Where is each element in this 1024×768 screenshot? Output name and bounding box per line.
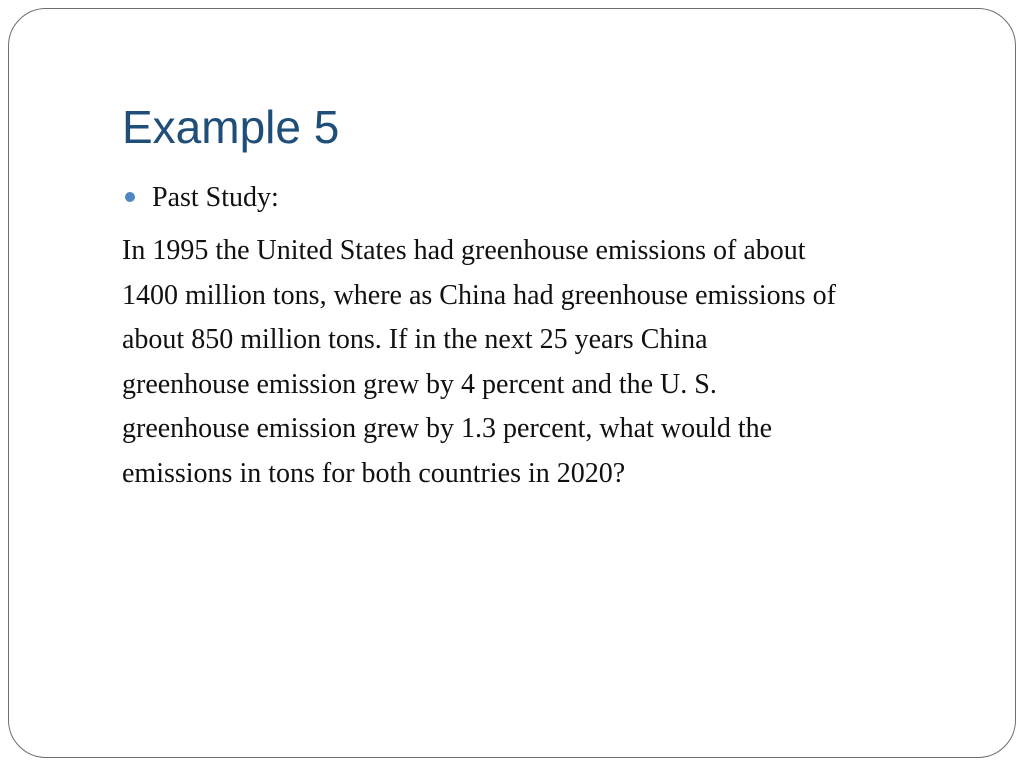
- paragraph-line: greenhouse emission grew by 4 percent and the U. S.: [122, 368, 717, 400]
- problem-paragraph: [122, 229, 992, 496]
- paragraph-line: In 1995 the United States had greenhouse emissions of about: [122, 235, 806, 266]
- bullet-text: Past Study:: [152, 182, 279, 213]
- paragraph-line: about 850 million tons. If in the next 25 years China: [122, 324, 708, 355]
- slide-title: Example 5: [122, 101, 340, 153]
- bullet-dot-icon: [125, 192, 135, 202]
- slide-frame: [8, 8, 1016, 758]
- paragraph-line: emissions in tons for both countries in 2020?: [122, 457, 626, 489]
- bullet-item: [125, 178, 279, 218]
- paragraph-line: 1400 million tons, where as China had greenhouse emissions of: [122, 279, 836, 311]
- paragraph-line: greenhouse emission grew by 1.3 percent, what would the: [122, 413, 773, 444]
